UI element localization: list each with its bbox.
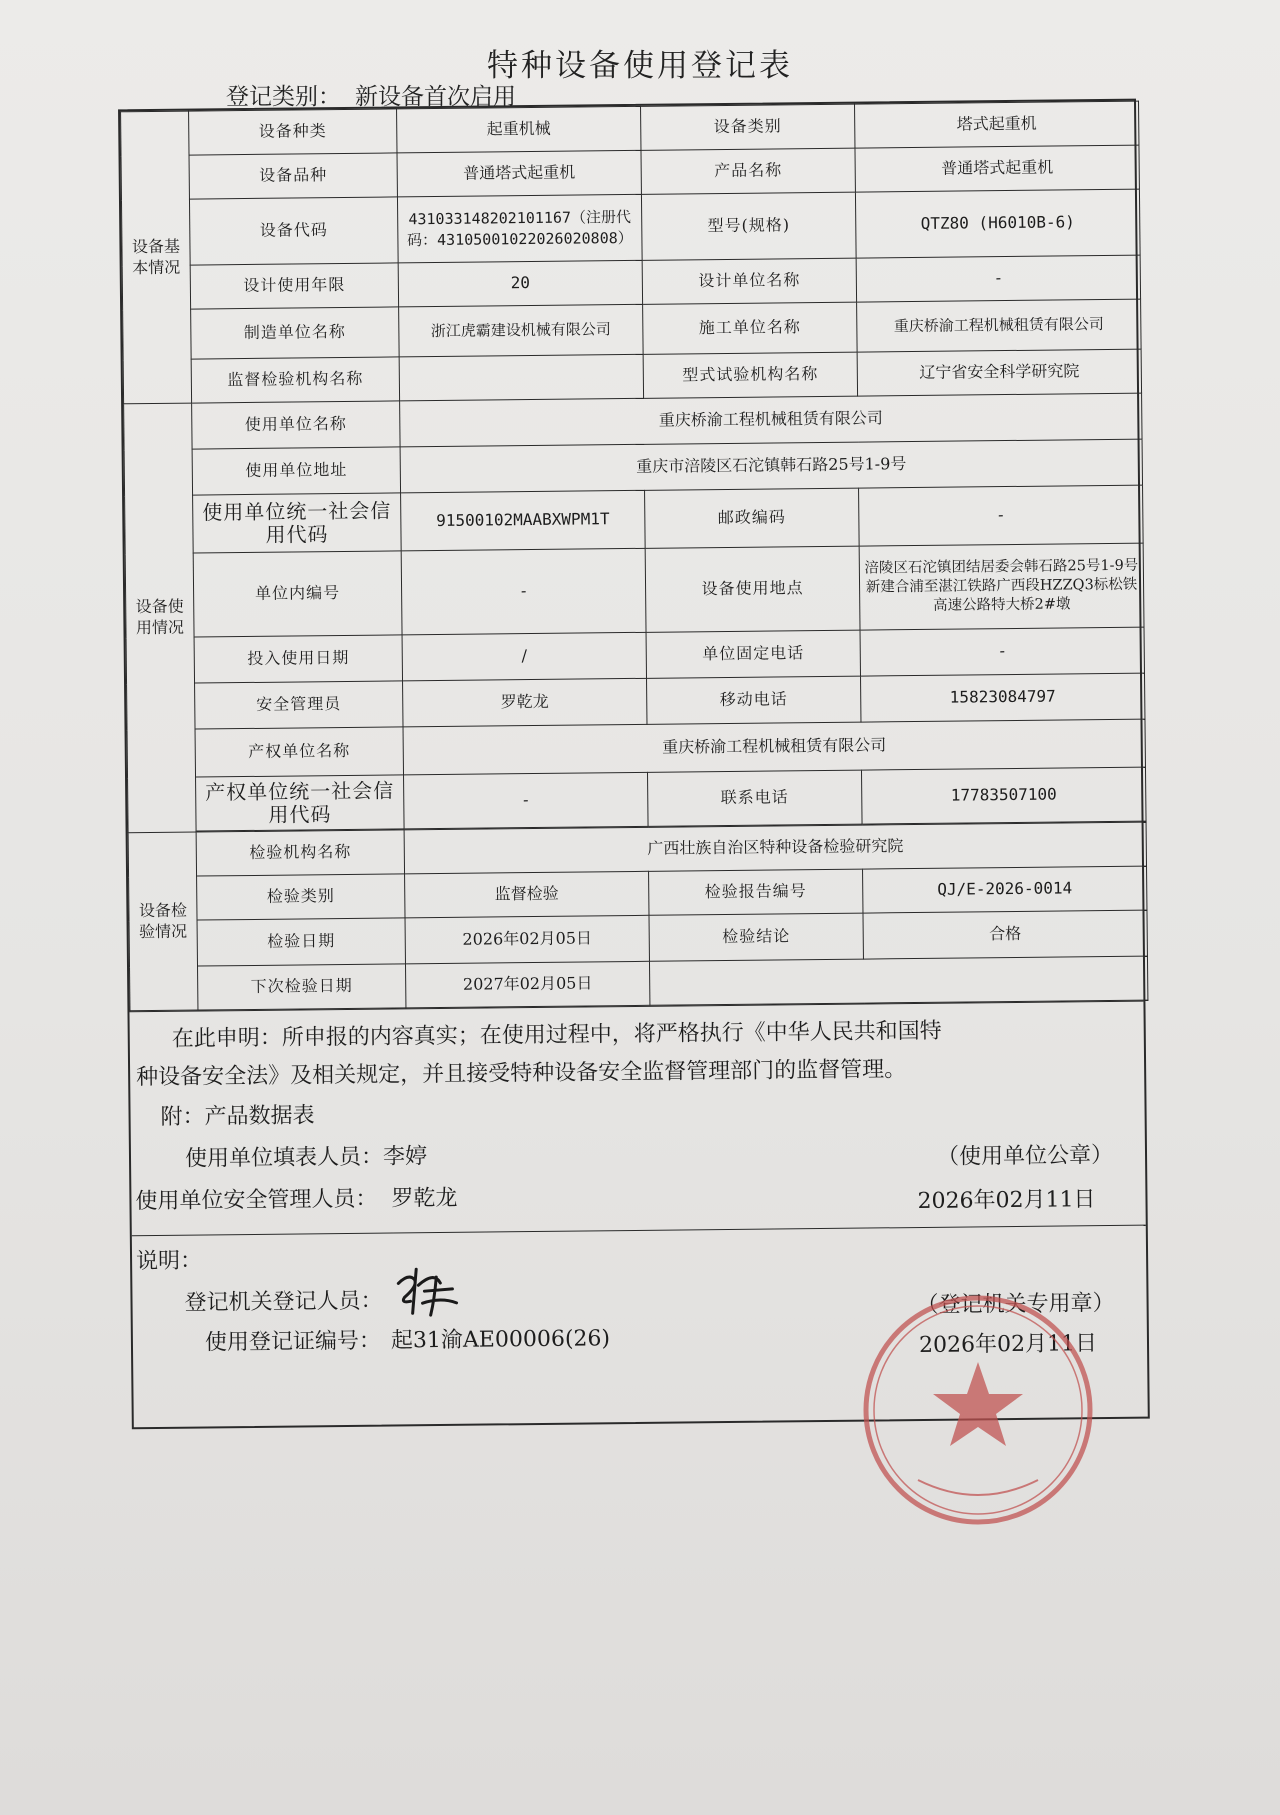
designer-value: -: [856, 255, 1140, 302]
declaration-block: [129, 1001, 1145, 1236]
notes-block: [132, 1225, 1148, 1387]
cert-value: 起31渝AE00006(26): [390, 1326, 611, 1354]
variety-value: 普通塔式起重机: [397, 150, 641, 197]
declaration-line-1: 在此申明：所申报的内容真实；在使用过程中，将严格执行《中华人民共和国特: [171, 1018, 942, 1052]
location-label: 设备使用地点: [645, 546, 860, 632]
type-value: 起重机械: [397, 106, 641, 153]
result-value: 合格: [863, 910, 1147, 959]
date-value: /: [402, 632, 646, 681]
unit-value: 重庆桥渝工程机械租赁有限公司: [400, 393, 1142, 447]
next-date-label: 下次检验日期: [198, 964, 406, 1010]
safety-label: 安全管理员: [195, 681, 403, 729]
owner-credit-value: -: [404, 772, 649, 829]
maker-label: 制造单位名称: [191, 307, 400, 359]
kind-value: 监督检验: [405, 871, 649, 918]
designer-label: 设计单位名称: [642, 258, 856, 304]
address-label: 使用单位地址: [192, 447, 400, 495]
registration-form: [118, 99, 1150, 1430]
section-usage: 设备使用情况: [124, 403, 196, 833]
form-table: [120, 101, 1148, 1012]
code-label: 设备代码: [189, 197, 398, 265]
filler-label: 使用单位填表人员：: [184, 1144, 384, 1172]
supervisor-value: [399, 354, 643, 401]
category-value: 塔式起重机: [855, 101, 1139, 148]
code-value: 431033148202101167（注册代码：43105001022026020808）: [397, 194, 642, 263]
cert-line: [205, 1321, 610, 1356]
postal-label: 邮政编码: [645, 488, 860, 548]
supervisor-label: 监督检验机构名称: [191, 357, 399, 403]
mobile-label: 移动电话: [647, 676, 861, 724]
typetest-value: 辽宁省安全科学研究院: [857, 349, 1141, 396]
registration-type-label: 登记类别：: [226, 84, 341, 110]
product-label: 产品名称: [641, 148, 855, 194]
empty-cell: [649, 956, 1147, 1005]
org-label: 检验机构名称: [196, 830, 404, 876]
credit-label: 使用单位统一社会信用代码: [193, 493, 402, 553]
typetest-label: 型式试验机构名称: [643, 352, 857, 398]
report-value: QJ/E-2026-0014: [863, 866, 1147, 913]
manager-name: 罗乾龙: [391, 1185, 458, 1212]
model-label: 型号(规格): [641, 192, 856, 260]
page-title: 特种设备使用登记表: [487, 48, 793, 84]
maker-value: 浙江虎霸建设机械有限公司: [399, 304, 644, 357]
category-label: 设备类别: [641, 104, 855, 150]
phone-value: -: [860, 627, 1144, 676]
inspection-date-label: 检验日期: [197, 918, 405, 966]
location-value: 涪陵区石沱镇团结居委会韩石路25号1-9号新建合浦至湛江铁路广西段HZZQ3标松铁高速公路特大桥2#墩: [859, 543, 1144, 630]
life-label: 设计使用年限: [190, 263, 398, 309]
declaration-line-2: 种设备安全法》及相关规定，并且接受特种设备安全监督管理部门的监督管理。: [136, 1057, 907, 1091]
type-label: 设备种类: [189, 109, 397, 155]
next-date-value: 2027年02月05日: [405, 961, 649, 1008]
kind-label: 检验类别: [197, 874, 405, 920]
section-inspection: 设备检验情况: [128, 832, 198, 1011]
unit-label: 使用单位名称: [192, 401, 400, 449]
manager-label: 使用单位安全管理人员：: [135, 1186, 378, 1215]
report-label: 检验报告编号: [649, 869, 863, 915]
safety-value: 罗乾龙: [403, 678, 647, 727]
inspection-date-value: 2026年02月05日: [405, 915, 649, 964]
internal-label: 单位内编号: [193, 551, 402, 637]
owner-label: 产权单位名称: [195, 727, 403, 777]
attachment-note: 附：产品数据表: [160, 1103, 315, 1130]
table-row: [125, 485, 1144, 554]
contact-value: 17783507100: [861, 767, 1146, 824]
manager-line: [135, 1181, 457, 1215]
address-value: 重庆市涪陵区石沱镇韩石路25号1-9号: [400, 439, 1142, 493]
date-label: 投入使用日期: [194, 635, 402, 683]
builder-value: 重庆桥渝工程机械租赁有限公司: [857, 299, 1142, 352]
owner-value: 重庆桥渝工程机械租赁有限公司: [403, 719, 1145, 775]
builder-label: 施工单位名称: [643, 302, 858, 354]
registrar-label: 登记机关登记人员：: [184, 1288, 383, 1316]
org-value: 广西壮族自治区特种设备检验研究院: [404, 822, 1146, 874]
registration-type-value: 新设备首次启用: [355, 84, 516, 110]
mobile-value: 15823084797: [861, 673, 1145, 722]
phone-label: 单位固定电话: [646, 630, 860, 678]
filler-line: [185, 1139, 427, 1173]
registry-seal-label: （登记机关专用章）: [916, 1290, 1115, 1319]
declaration-date: 2026年02月11日: [917, 1187, 1096, 1215]
notes-label: 说明：: [135, 1248, 203, 1275]
owner-credit-label: 产权单位统一社会信用代码: [196, 775, 405, 831]
user-seal-label: （使用单位公章）: [936, 1142, 1114, 1170]
registrar-signature: [394, 1263, 465, 1320]
model-value: QTZ80 (H6010B-6): [855, 189, 1140, 258]
product-value: 普通塔式起重机: [855, 145, 1139, 192]
section-basic: 设备基本情况: [121, 111, 192, 404]
filler-name: 李婷: [382, 1144, 428, 1170]
variety-label: 设备品种: [189, 153, 397, 199]
result-label: 检验结论: [649, 913, 863, 961]
contact-label: 联系电话: [647, 770, 862, 826]
cert-label: 使用登记证编号：: [204, 1328, 382, 1356]
table-row: [121, 189, 1140, 266]
life-value: 20: [398, 260, 642, 307]
postal-value: -: [859, 485, 1144, 546]
table-row: [125, 543, 1144, 638]
internal-value: -: [401, 548, 646, 635]
credit-value: 91500102MAABXWPM1T: [401, 490, 646, 551]
registry-date: 2026年02月11日: [918, 1331, 1098, 1359]
